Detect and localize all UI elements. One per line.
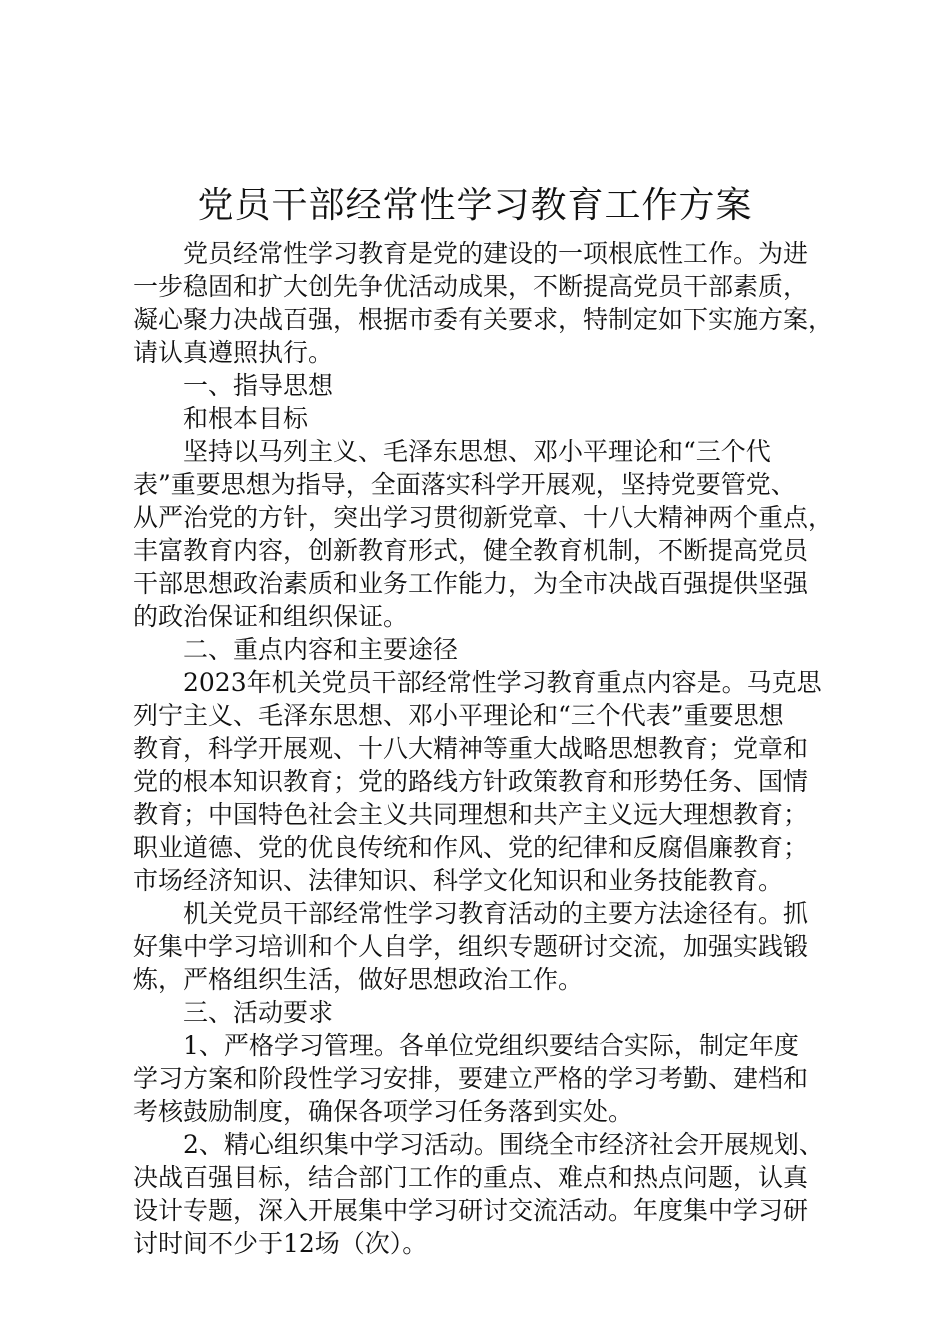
paragraph-line: 从严治党的方针，突出学习贯彻新党章、十八大精神两个重点， — [133, 503, 834, 532]
paragraph-line: 讨时间不少于12场（次）。 — [133, 1229, 428, 1258]
paragraph-line: 列宁主义、毛泽东思想、邓小平理论和“三个代表”重要思想 — [133, 701, 784, 730]
section-heading: 一、指导思想 — [183, 371, 334, 400]
document-title: 党员干部经常性学习教育工作方案 — [197, 185, 753, 226]
paragraph-line: 教育，科学开展观、十八大精神等重大战略思想教育；党章和 — [133, 734, 809, 763]
paragraph-line: 考核鼓励制度，确保各项学习任务落到实处。 — [133, 1097, 634, 1126]
paragraph-line: 请认真遵照执行。 — [133, 338, 334, 367]
paragraph-line: 1、严格学习管理。各单位党组织要结合实际，制定年度 — [183, 1031, 799, 1060]
paragraph-line: 凝心聚力决战百强，根据市委有关要求，特制定如下实施方案， — [133, 305, 834, 334]
paragraph-line: 决战百强目标，结合部门工作的重点、难点和热点问题，认真 — [133, 1163, 809, 1192]
paragraph-line: 的政治保证和组织保证。 — [133, 602, 409, 631]
paragraph-line: 好集中学习培训和个人自学，组织专题研讨交流，加强实践锻 — [133, 932, 809, 961]
paragraph-line: 设计专题，深入开展集中学习研讨交流活动。年度集中学习研 — [133, 1196, 809, 1225]
paragraph-line: 炼，严格组织生活，做好思想政治工作。 — [133, 965, 584, 994]
paragraph-line: 市场经济知识、法律知识、科学文化知识和业务技能教育。 — [133, 866, 784, 895]
paragraph-line: 教育；中国特色社会主义共同理想和共产主义远大理想教育； — [133, 800, 809, 829]
section-heading: 三、活动要求 — [183, 998, 334, 1027]
paragraph-line: 党员经常性学习教育是党的建设的一项根底性工作。为进 — [183, 239, 809, 268]
paragraph-line: 一步稳固和扩大创先争优活动成果，不断提高党员干部素质， — [133, 272, 809, 301]
paragraph-line: 2023年机关党员干部经常性学习教育重点内容是。马克思 — [183, 668, 822, 697]
section-heading: 二、重点内容和主要途径 — [183, 635, 459, 664]
paragraph-line: 干部思想政治素质和业务工作能力，为全市决战百强提供坚强 — [133, 569, 809, 598]
paragraph-line: 表”重要思想为指导，全面落实科学开展观，坚持党要管党、 — [133, 470, 796, 499]
paragraph-line: 党的根本知识教育；党的路线方针政策教育和形势任务、国情 — [133, 767, 809, 796]
paragraph-line: 坚持以马列主义、毛泽东思想、邓小平理论和“三个代 — [183, 437, 771, 466]
paragraph-line: 丰富教育内容，创新教育形式，健全教育机制，不断提高党员 — [133, 536, 809, 565]
paragraph-line: 职业道德、党的优良传统和作风、党的纪律和反腐倡廉教育； — [133, 833, 809, 862]
paragraph-line: 2、精心组织集中学习活动。围绕全市经济社会开展规划、 — [183, 1130, 824, 1159]
paragraph-line: 学习方案和阶段性学习安排，要建立严格的学习考勤、建档和 — [133, 1064, 809, 1093]
paragraph-line: 机关党员干部经常性学习教育活动的主要方法途径有。抓 — [183, 899, 809, 928]
section-heading: 和根本目标 — [183, 404, 309, 433]
